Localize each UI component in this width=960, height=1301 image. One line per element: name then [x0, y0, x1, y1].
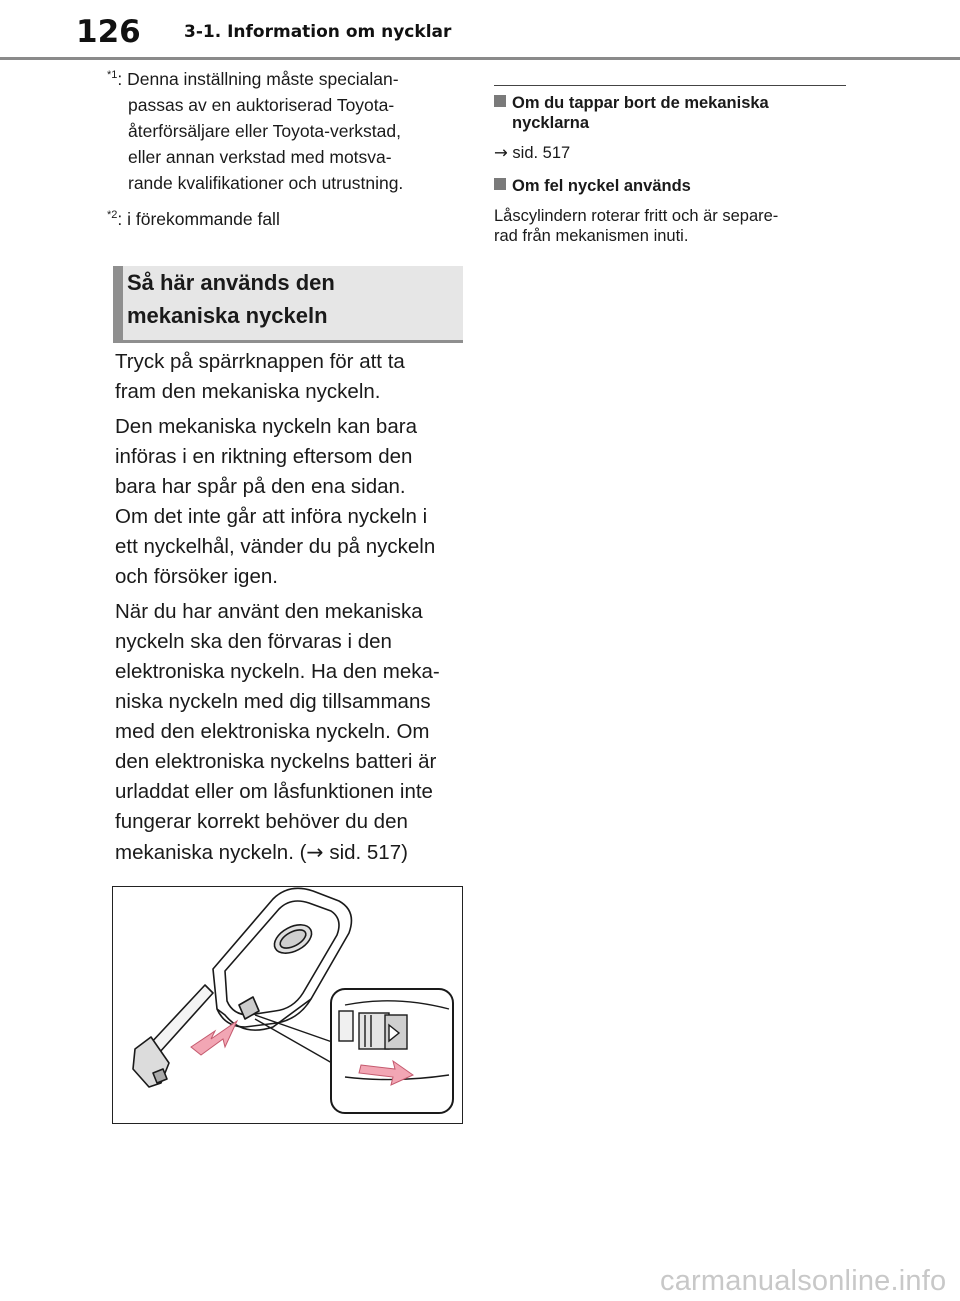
body-line-prefix: mekaniska nyckeln. (	[115, 841, 307, 864]
subheading-lost-keys	[494, 93, 846, 133]
body-line: och försöker igen.	[115, 565, 278, 588]
subheading-text: Om du tappar bort de mekaniska	[512, 94, 769, 112]
section-heading-underline	[113, 340, 463, 343]
footnote-1	[107, 66, 459, 196]
body-line: niska nyckeln med dig tillsammans	[115, 690, 431, 713]
right-arrow-icon: →	[494, 143, 508, 162]
body-line: ett nyckelhål, vänder du på nyckeln	[115, 535, 436, 558]
wrong-key-description	[494, 206, 846, 246]
body-line: elektroniska nyckeln. Ha den meka-	[115, 660, 440, 683]
body-line: med den elektroniska nyckeln. Om	[115, 720, 430, 743]
footnote-1-line: : Denna inställning måste specialan-	[117, 69, 399, 89]
body-line: urladdat eller om låsfunktionen inte	[115, 780, 433, 803]
reference-lost-keys	[494, 143, 846, 163]
mechanical-key-diagram	[113, 887, 462, 1123]
body-line: nyckeln ska den förvaras i den	[115, 630, 392, 653]
body-line: Tryck på spärrknappen för att ta	[115, 350, 405, 373]
footnote-2-text: : i förekommande fall	[117, 209, 280, 229]
footnote-1-line: rande kvalifikationer och utrustning.	[128, 173, 404, 193]
body-line: Den mekaniska nyckeln kan bara	[115, 415, 417, 438]
body-line: Om det inte går att införa nyckeln i	[115, 505, 428, 528]
square-bullet-icon	[494, 95, 506, 107]
section-heading-line: Så här används den	[127, 270, 335, 295]
right-column-rule	[494, 85, 846, 86]
header-rule	[0, 57, 960, 60]
section-heading-box	[113, 266, 463, 341]
section-heading-line: mekaniska nyckeln	[127, 303, 328, 328]
body-paragraph-3	[115, 597, 467, 868]
description-line: rad från mekanismen inuti.	[494, 227, 689, 245]
footnote-1-line: eller annan verkstad med motsva-	[128, 147, 392, 167]
body-line: bara har spår på den ena sidan.	[115, 475, 406, 498]
subheading-text: nycklarna	[512, 114, 590, 132]
description-line: Låscylindern roterar fritt och är separe-	[494, 207, 779, 225]
body-line: fram den mekaniska nyckeln.	[115, 380, 381, 403]
body-line	[115, 837, 467, 868]
subheading-wrong-key	[494, 176, 846, 196]
body-line: införas i en riktning eftersom den	[115, 445, 413, 468]
footnote-1-line: passas av en auktoriserad Toyota-	[128, 95, 395, 115]
key-illustration	[112, 886, 463, 1124]
section-heading-bar	[113, 266, 123, 341]
watermark: carmanualsonline.info	[660, 1265, 947, 1297]
page-reference-link[interactable]: sid. 517	[329, 841, 402, 864]
footnote-2	[107, 206, 459, 232]
body-line: den elektroniska nyckelns batteri är	[115, 750, 437, 773]
page-number: 126	[76, 14, 141, 50]
subheading-text: Om fel nyckel används	[512, 177, 691, 195]
footnote-2-marker: *2	[107, 209, 118, 221]
body-paragraph-1	[115, 347, 467, 407]
body-line: fungerar korrekt behöver du den	[115, 810, 408, 833]
section-heading	[127, 266, 457, 332]
page-reference-link[interactable]: sid. 517	[512, 144, 571, 162]
body-paragraph-2	[115, 412, 467, 592]
body-line: När du har använt den mekaniska	[115, 600, 423, 623]
square-bullet-icon	[494, 178, 506, 190]
section-header-title: 3-1. Information om nycklar	[184, 22, 452, 42]
right-arrow-icon: →	[306, 840, 324, 864]
footnote-1-line: återförsäljare eller Toyota-verkstad,	[128, 121, 401, 141]
footnote-1-marker: *1	[107, 69, 118, 81]
body-line-suffix: )	[401, 841, 408, 864]
